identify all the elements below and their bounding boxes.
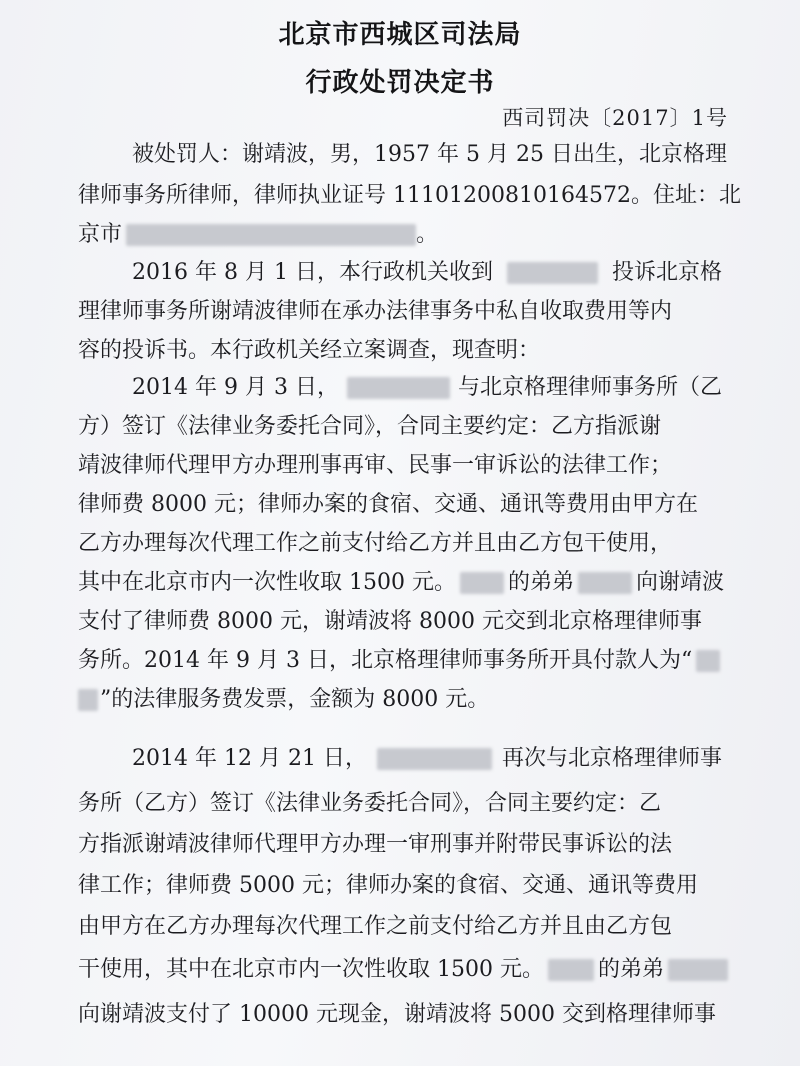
text-segment: 务所（乙方）签订《法律业务委托合同》，合同主要约定：乙 xyxy=(78,791,662,816)
text-segment: 2016 年 8 月 1 日，本行政机关收到 xyxy=(132,260,493,285)
text-line xyxy=(78,336,738,366)
text-segment: 由甲方在乙方办理每次代理工作之前支付给乙方并且由乙方包 xyxy=(78,914,673,939)
text-line xyxy=(132,140,727,170)
text-segment: 理律师事务所谢靖波律师在承办法律事务中私自收取费用等内 xyxy=(78,299,673,324)
text-line xyxy=(132,258,722,288)
text-line xyxy=(78,646,738,676)
text-line xyxy=(132,373,722,403)
text-segment: 京市 xyxy=(78,222,123,247)
redacted-party-a xyxy=(377,748,492,770)
text-line xyxy=(78,490,738,520)
text-segment: 被处罚人：谢靖波，男，1957 年 5 月 25 日出生，北京格理 xyxy=(132,142,727,167)
text-segment: 方指派谢靖波律师代理甲方办理一审刑事并附带民事诉讼的法 xyxy=(78,832,673,857)
text-line xyxy=(78,297,738,327)
text-line xyxy=(78,912,738,942)
text-line xyxy=(78,607,738,637)
text-segment: 容的投诉书。本行政机关经立案调查，现查明： xyxy=(78,338,541,363)
text-segment: 其中在北京市内一次性收取 1500 元。 xyxy=(78,570,456,595)
text-segment: ”的法律服务费发票，金额为 8000 元。 xyxy=(100,687,490,712)
text-segment: 务所。2014 年 9 月 3 日，北京格理律师事务所开具付款人为“ xyxy=(78,648,693,673)
text-line xyxy=(78,685,738,715)
text-segment: 的弟弟 xyxy=(507,570,574,595)
text-line xyxy=(78,1000,738,1030)
redacted-name xyxy=(578,572,632,594)
text-line xyxy=(78,529,738,559)
text-segment: 向谢靖波支付了 10000 元现金，谢靖波将 5000 交到格理律师事 xyxy=(78,1002,716,1027)
text-line xyxy=(78,451,738,481)
redacted-address xyxy=(126,224,416,246)
text-segment: 投诉北京格 xyxy=(611,260,722,285)
text-segment: 的弟弟 xyxy=(597,957,664,982)
text-segment: 方）签订《法律业务委托合同》，合同主要约定：乙方指派谢 xyxy=(78,414,662,439)
text-line xyxy=(78,181,741,211)
text-segment: 。 xyxy=(416,222,439,247)
text-line xyxy=(78,412,738,442)
text-segment: 干使用，其中在北京市内一次性收取 1500 元。 xyxy=(78,957,544,982)
redacted-party-a xyxy=(347,377,450,399)
redacted-payer xyxy=(78,689,98,711)
text-segment: 2014 年 9 月 3 日， xyxy=(132,375,339,400)
text-line xyxy=(78,955,738,985)
redacted-payer xyxy=(696,650,720,672)
document-number: 西司罚决〔2017〕1号 xyxy=(502,106,728,130)
text-segment: 靖波律师代理甲方办理刑事再审、民事一审诉讼的法律工作； xyxy=(78,453,673,478)
text-segment: 再次与北京格理律师事 xyxy=(501,746,722,771)
text-segment: 与北京格理律师事务所（乙 xyxy=(457,375,722,400)
text-line xyxy=(132,744,722,774)
redacted-name xyxy=(548,959,594,981)
document-title: 行政处罚决定书 xyxy=(305,68,495,98)
text-line xyxy=(78,568,738,598)
text-line xyxy=(78,789,738,819)
text-segment: 律工作；律师费 5000 元；律师办案的食宿、交通、通讯等费用 xyxy=(78,873,698,898)
redacted-name xyxy=(668,959,728,981)
text-segment: 乙方办理每次代理工作之前支付给乙方并且由乙方包干使用， xyxy=(78,531,673,556)
redacted-complainant xyxy=(507,262,598,284)
text-segment: 2014 年 12 月 21 日， xyxy=(132,746,367,771)
text-segment: 向谢靖波 xyxy=(636,570,725,595)
text-line xyxy=(78,871,738,901)
agency-title: 北京市西城区司法局 xyxy=(278,20,522,50)
text-line xyxy=(78,220,738,250)
text-line xyxy=(78,830,738,860)
text-segment: 律师费 8000 元；律师办案的食宿、交通、通讯等费用由甲方在 xyxy=(78,492,698,517)
redacted-name xyxy=(460,572,504,594)
text-segment: 支付了律师费 8000 元，谢靖波将 8000 元交到北京格理律师事 xyxy=(78,609,702,634)
text-segment: 律师事务所律师，律师执业证号 11101200810164572。住址：北 xyxy=(78,183,741,208)
